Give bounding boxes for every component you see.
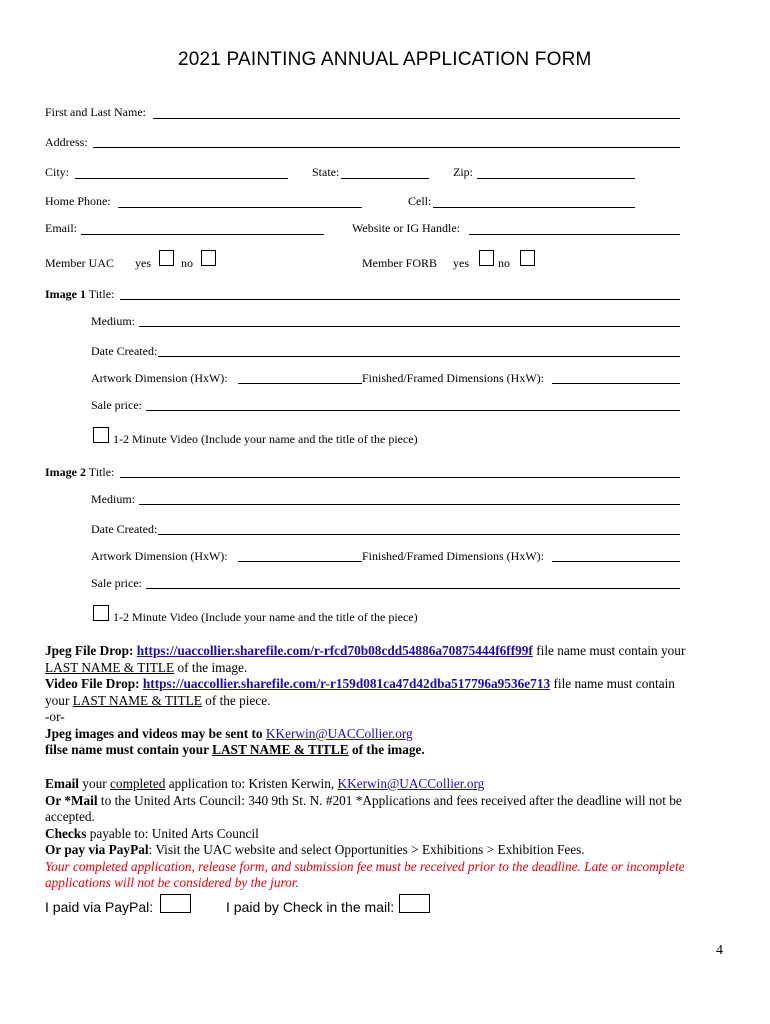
email-c: application to: Kristen Kerwin, (165, 776, 338, 791)
image2-dim-field[interactable] (238, 561, 362, 562)
image2-medium-field[interactable] (139, 504, 680, 505)
home-phone-label: Home Phone: (45, 194, 111, 208)
send-label: Jpeg images and videos may be sent to (45, 725, 266, 741)
image1-heading: Image 1 (45, 287, 86, 301)
image2-price-label: Sale price: (91, 576, 142, 590)
image1-video-checkbox[interactable] (93, 427, 109, 443)
video-note-d: of the piece. (201, 692, 271, 708)
video-note-c: LAST NAME & TITLE (72, 692, 202, 708)
form-title: 2021 PAINTING ANNUAL APPLICATION FORM (178, 49, 592, 70)
checks-instruction (45, 826, 725, 843)
video-drop-line-2 (45, 693, 725, 710)
member-forb-yes-checkbox[interactable] (479, 250, 494, 266)
email-instruction (45, 776, 725, 793)
video-drop-label: Video File Drop: (45, 676, 140, 691)
jpeg-drop-label: Jpeg File Drop: (45, 643, 134, 658)
city-label: City: (45, 165, 70, 179)
image1-framed-field[interactable] (552, 383, 680, 384)
image1-date-field[interactable] (158, 356, 680, 357)
deadline-warning: Your completed application, release form, and submission fee must be received prior to the deadline. Late or incomplete applications will not be considered by the juror. (45, 858, 685, 890)
jpeg-note-a: file name must contain your (532, 643, 686, 658)
email-a: your (78, 776, 111, 791)
jpeg-note-c: of the image. (174, 659, 248, 675)
zip-field[interactable] (477, 178, 635, 179)
image1-title-field[interactable] (120, 299, 680, 300)
image2-framed-field[interactable] (552, 561, 680, 562)
image1-medium-field[interactable] (139, 326, 680, 327)
image2-video-checkbox[interactable] (93, 605, 109, 621)
member-forb-no-checkbox[interactable] (520, 250, 535, 266)
paid-check-checkbox[interactable] (399, 894, 430, 913)
image2-price-field[interactable] (146, 588, 680, 589)
paid-paypal-checkbox[interactable] (160, 894, 191, 913)
image2-heading: Image 2 (45, 465, 86, 479)
name-label: First and Last Name: (45, 105, 146, 119)
checks-text: payable to: United Arts Council (86, 825, 259, 841)
filse-line (45, 742, 725, 759)
state-field[interactable] (341, 178, 429, 179)
member-uac-yes-label: yes (135, 256, 151, 270)
or-divider: -or- (45, 709, 65, 724)
image2-title-label: Title: (88, 465, 115, 479)
image1-price-label: Sale price: (91, 398, 142, 412)
state-label: State: (312, 165, 340, 179)
image2-framed-label: Finished/Framed Dimensions (HxW): (362, 549, 544, 563)
email-bold: Email (45, 776, 79, 791)
mail-text: to the United Arts Council: 340 9th St. N. #201 *Applications and fees received after the deadline will not be accepted. (45, 792, 682, 824)
email-field[interactable] (81, 234, 324, 235)
mail-bold: Or *Mail (45, 792, 98, 808)
paypal-instruction (45, 842, 725, 859)
image2-medium-label: Medium: (91, 492, 135, 506)
image1-title-row (45, 287, 114, 302)
address-field[interactable] (93, 147, 680, 148)
image1-medium-label: Medium: (91, 314, 135, 328)
image2-dim-label: Artwork Dimension (HxW): (91, 549, 228, 563)
member-forb-no-label: no (498, 256, 510, 270)
filse-b: LAST NAME & TITLE (212, 742, 349, 757)
jpeg-drop-link[interactable]: https://uaccollier.sharefile.com/r-rfcd70b08cdd54886a70875444f6ff99f (136, 643, 533, 658)
paypal-text: : Visit the UAC website and select Opportunities > Exhibitions > Exhibition Fees. (148, 842, 585, 857)
image2-title-row (45, 465, 114, 480)
video-note-b: your (45, 692, 73, 708)
jpeg-drop-line (45, 643, 725, 660)
email-instruction-link[interactable]: KKerwin@UACCollier.org (337, 776, 485, 791)
filse-a: filse name must contain your (45, 742, 213, 757)
cell-label: Cell: (408, 194, 432, 208)
paypal-bold: Or pay via PayPal (45, 842, 149, 857)
city-field[interactable] (75, 178, 288, 179)
image2-title-field[interactable] (120, 477, 680, 478)
checks-bold: Checks (45, 825, 87, 841)
paid-check-label: I paid by Check in the mail: (226, 899, 395, 915)
jpeg-note-b: LAST NAME & TITLE (45, 659, 175, 675)
name-field[interactable] (153, 118, 680, 119)
mail-instruction (45, 793, 725, 826)
image2-date-label: Date Created: (91, 522, 158, 536)
image1-framed-label: Finished/Framed Dimensions (HxW): (362, 371, 544, 385)
image1-date-label: Date Created: (91, 344, 158, 358)
email-label: Email: (45, 221, 77, 235)
video-drop-line (45, 676, 725, 693)
website-label: Website or IG Handle: (352, 221, 460, 235)
instructions-section (45, 776, 725, 892)
paid-paypal-label: I paid via PayPal: (45, 899, 154, 915)
member-forb-yes-label: yes (453, 256, 469, 270)
address-label: Address: (45, 135, 88, 149)
home-phone-field[interactable] (118, 207, 362, 208)
send-line (45, 726, 725, 743)
website-field[interactable] (469, 234, 680, 235)
video-note-a: file name must contain (550, 676, 675, 691)
page-number: 4 (716, 943, 723, 958)
file-drop-section (45, 643, 725, 759)
video-drop-link[interactable]: https://uaccollier.sharefile.com/r-r159d081ca47d42dba517796a9536e713 (142, 676, 551, 691)
image1-video-label: 1-2 Minute Video (Include your name and the title of the piece) (113, 432, 418, 446)
email-b: completed (110, 776, 166, 791)
member-uac-yes-checkbox[interactable] (159, 250, 174, 266)
filse-c: of the image. (348, 742, 425, 757)
member-uac-label: Member UAC (45, 256, 114, 270)
image2-date-field[interactable] (158, 534, 680, 535)
image1-title-label: Title: (88, 287, 115, 301)
send-email-link[interactable]: KKerwin@UACCollier.org (265, 725, 413, 741)
member-uac-no-checkbox[interactable] (201, 250, 216, 266)
cell-field[interactable] (433, 207, 635, 208)
zip-label: Zip: (453, 165, 473, 179)
member-uac-no-label: no (181, 256, 193, 270)
image1-dim-label: Artwork Dimension (HxW): (91, 371, 228, 385)
image1-dim-field[interactable] (238, 383, 362, 384)
image2-video-label: 1-2 Minute Video (Include your name and the title of the piece) (113, 610, 418, 624)
image1-price-field[interactable] (146, 410, 680, 411)
member-forb-label: Member FORB (362, 256, 437, 270)
jpeg-drop-line-2 (45, 660, 725, 677)
